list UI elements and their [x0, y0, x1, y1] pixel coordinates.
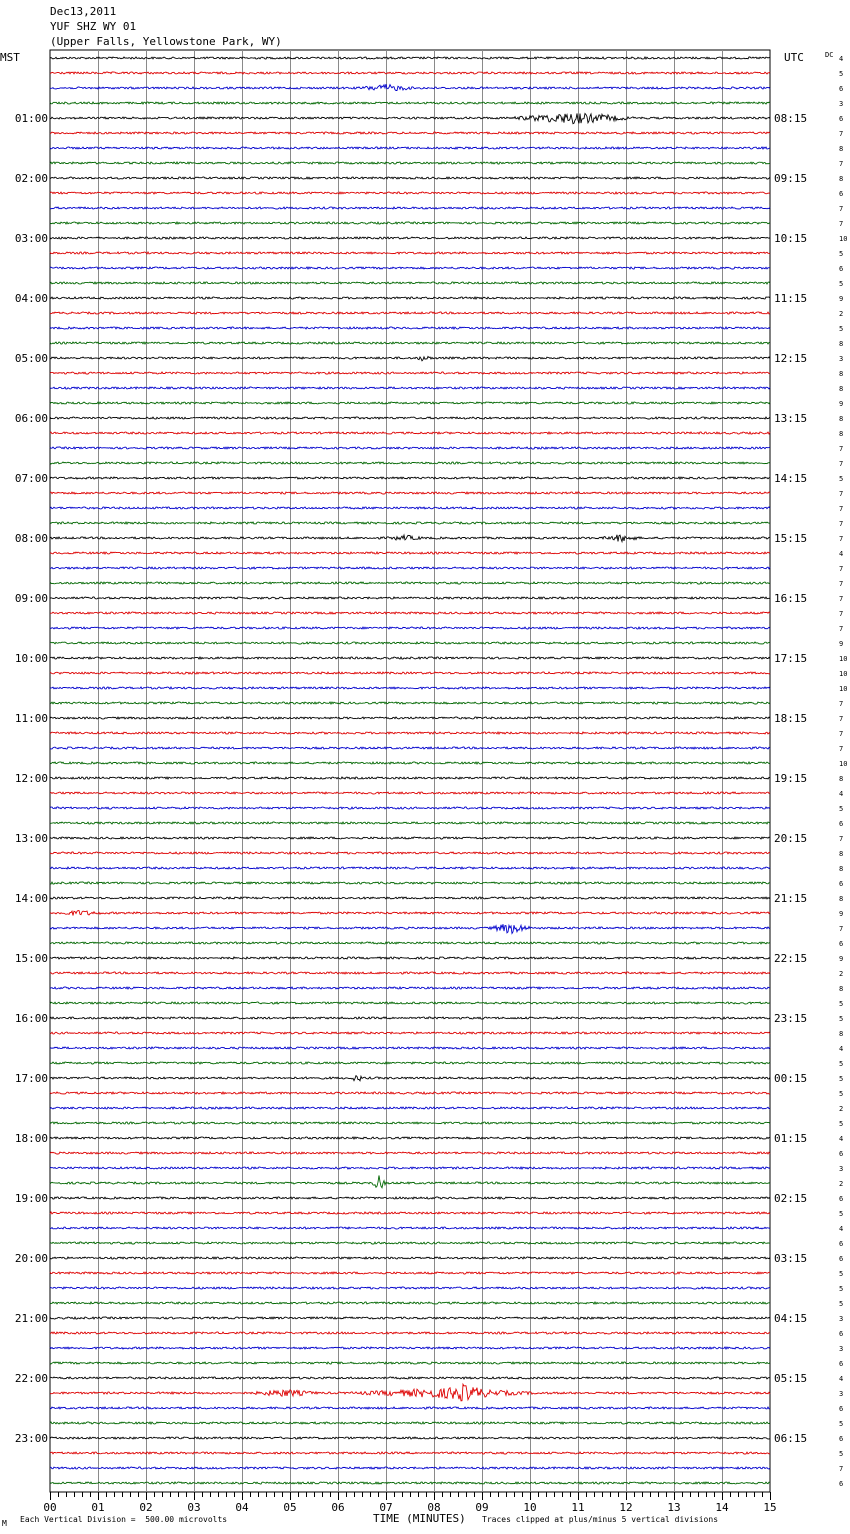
seismic-trace	[50, 1152, 770, 1154]
dc-offset-value: 6	[839, 115, 844, 123]
seismic-trace	[50, 162, 770, 164]
dc-offset-value: 7	[839, 565, 844, 573]
scale-note: Each Vertical Division = 500.00 microvolts	[20, 1515, 228, 1524]
dc-offset-value: 5	[839, 1285, 844, 1293]
seismic-trace	[50, 627, 770, 629]
dc-offset-value: 3	[839, 1165, 844, 1173]
seismic-trace	[50, 1167, 770, 1169]
seismic-trace	[50, 192, 770, 194]
seismic-trace	[50, 702, 770, 704]
dc-offset-value: 2	[839, 1105, 844, 1113]
utc-hour-label: 13:15	[774, 412, 808, 425]
seismic-trace	[50, 972, 770, 974]
mst-hour-label: 01:00	[14, 112, 48, 125]
utc-hour-label: 18:15	[774, 712, 808, 725]
dc-offset-value: 8	[839, 1030, 844, 1038]
seismic-trace	[50, 1175, 770, 1187]
dc-offset-value: 7	[839, 445, 844, 453]
utc-hour-label: 08:15	[774, 112, 808, 125]
seismic-trace	[50, 717, 770, 719]
dc-offset-value: 7	[839, 535, 844, 543]
dc-offset-value: 4	[839, 1375, 844, 1383]
dc-offset-value: 4	[839, 55, 844, 63]
dc-offset-value: 6	[839, 1360, 844, 1368]
dc-offset-value: 8	[839, 850, 844, 858]
dc-offset-value: 2	[839, 310, 844, 318]
utc-label: UTC	[784, 51, 804, 64]
x-tick-label: 02	[139, 1501, 153, 1514]
seismic-trace	[50, 924, 770, 933]
mst-hour-label: 17:00	[14, 1072, 48, 1085]
seismic-trace	[50, 837, 770, 839]
seismic-trace	[50, 567, 770, 569]
dc-offset-value: 5	[839, 1075, 844, 1083]
dc-offset-value: 8	[839, 145, 844, 153]
dc-offset-value: 9	[839, 295, 844, 303]
dc-offset-value: 7	[839, 835, 844, 843]
seismic-trace	[50, 1317, 770, 1319]
dc-offset-value: 5	[839, 805, 844, 813]
mst-hour-label: 13:00	[14, 832, 48, 845]
seismic-trace	[50, 1377, 770, 1379]
dc-offset-value: 6	[839, 1240, 844, 1248]
dc-offset-value: 9	[839, 400, 844, 408]
seismic-trace	[50, 792, 770, 794]
mst-hour-label: 20:00	[14, 1252, 48, 1265]
seismic-trace	[50, 687, 770, 689]
dc-offset-value: 7	[839, 610, 844, 618]
utc-hour-label: 11:15	[774, 292, 808, 305]
seismic-trace	[50, 492, 770, 494]
seismic-trace	[50, 1347, 770, 1349]
dc-offset-value: 4	[839, 790, 844, 798]
mst-hour-label: 12:00	[14, 772, 48, 785]
dc-offset-value: 9	[839, 910, 844, 918]
seismic-trace	[50, 1482, 770, 1484]
seismic-trace	[50, 747, 770, 749]
dc-offset-value: 5	[839, 1270, 844, 1278]
utc-hour-label: 00:15	[774, 1072, 808, 1085]
utc-hour-label: 20:15	[774, 832, 808, 845]
seismic-trace	[50, 417, 770, 419]
x-tick-label: 12	[619, 1501, 633, 1514]
dc-offset-value: 8	[839, 775, 844, 783]
dc-offset-value: 5	[839, 325, 844, 333]
seismic-trace	[50, 1122, 770, 1124]
utc-hour-label: 19:15	[774, 772, 808, 785]
dc-offset-value: 7	[839, 595, 844, 603]
dc-offset-value: 3	[839, 1345, 844, 1353]
utc-hour-label: 01:15	[774, 1132, 808, 1145]
station-location: (Upper Falls, Yellowstone Park, WY)	[50, 35, 282, 48]
utc-hour-label: 23:15	[774, 1012, 808, 1025]
dc-offset-value: 10	[839, 235, 848, 243]
x-tick-label: 01	[91, 1501, 105, 1514]
mst-hour-label: 04:00	[14, 292, 48, 305]
seismic-trace	[50, 1137, 770, 1139]
seismic-trace	[50, 1212, 770, 1214]
seismic-trace	[50, 1332, 770, 1334]
dc-offset-value: 6	[839, 940, 844, 948]
mst-hour-label: 08:00	[14, 532, 48, 545]
seismic-trace	[50, 1452, 770, 1454]
seismic-trace	[50, 84, 770, 90]
seismic-trace	[50, 672, 770, 674]
seismic-trace	[50, 237, 770, 239]
x-tick-label: 05	[283, 1501, 297, 1514]
seismic-trace	[50, 462, 770, 464]
utc-hour-label: 05:15	[774, 1372, 808, 1385]
dc-offset-value: 7	[839, 220, 844, 228]
seismic-trace	[50, 432, 770, 434]
utc-hour-label: 02:15	[774, 1192, 808, 1205]
dc-offset-value: 6	[839, 880, 844, 888]
seismic-trace	[50, 222, 770, 224]
x-tick-label: 03	[187, 1501, 201, 1514]
seismic-trace	[50, 1302, 770, 1304]
dc-offset-value: 5	[839, 1120, 844, 1128]
x-tick-label: 11	[571, 1501, 585, 1514]
seismic-trace	[50, 552, 770, 554]
x-tick-label: 06	[331, 1501, 345, 1514]
seismic-trace	[50, 132, 770, 134]
seismic-trace	[50, 1002, 770, 1004]
seismic-trace	[50, 597, 770, 599]
mst-hour-label: 22:00	[14, 1372, 48, 1385]
seismic-trace	[50, 372, 770, 374]
mst-hour-label: 10:00	[14, 652, 48, 665]
dc-offset-value: 8	[839, 985, 844, 993]
mst-hour-label: 16:00	[14, 1012, 48, 1025]
utc-hour-label: 17:15	[774, 652, 808, 665]
seismic-trace	[50, 177, 770, 179]
seismic-trace	[50, 1384, 770, 1401]
seismic-trace	[50, 732, 770, 734]
mst-hour-label: 07:00	[14, 472, 48, 485]
dc-offset-value: 10	[839, 655, 848, 663]
dc-offset-value: 7	[839, 625, 844, 633]
mst-hour-label: 02:00	[14, 172, 48, 185]
mst-hour-label: 18:00	[14, 1132, 48, 1145]
seismic-trace	[50, 612, 770, 614]
clip-note: Traces clipped at plus/minus 5 vertical divisions	[482, 1515, 719, 1524]
seismic-trace	[50, 987, 770, 989]
seismic-trace	[50, 252, 770, 254]
mst-hour-label: 15:00	[14, 952, 48, 965]
dc-offset-value: 8	[839, 415, 844, 423]
dc-offset-value: 4	[839, 1135, 844, 1143]
dc-offset-value: 5	[839, 1210, 844, 1218]
seismic-trace	[50, 447, 770, 449]
seismic-trace	[50, 507, 770, 509]
x-tick-label: 07	[379, 1501, 393, 1514]
seismic-trace	[50, 1242, 770, 1244]
dc-offset-value: 10	[839, 685, 848, 693]
dc-offset-value: 7	[839, 580, 844, 588]
dc-offset-value: 7	[839, 730, 844, 738]
dc-offset-value: 8	[839, 895, 844, 903]
seismic-trace	[50, 297, 770, 299]
seismic-trace	[50, 1257, 770, 1259]
seismic-trace	[50, 897, 770, 899]
x-tick-label: 04	[235, 1501, 249, 1514]
dc-offset-value: 3	[839, 1390, 844, 1398]
dc-offset-value: 5	[839, 1450, 844, 1458]
dc-offset-value: 6	[839, 820, 844, 828]
seismic-trace	[50, 582, 770, 584]
dc-offset-value: 5	[839, 280, 844, 288]
mst-hour-label: 05:00	[14, 352, 48, 365]
dc-offset-value: 7	[839, 745, 844, 753]
x-tick-label: 09	[475, 1501, 489, 1514]
utc-hour-label: 06:15	[774, 1432, 808, 1445]
dc-offset-value: 7	[839, 1465, 844, 1473]
plot-frame	[50, 50, 770, 1492]
dc-offset-value: 2	[839, 970, 844, 978]
utc-hour-label: 14:15	[774, 472, 808, 485]
seismic-trace	[50, 102, 770, 104]
utc-hour-label: 09:15	[774, 172, 808, 185]
seismic-trace	[50, 1287, 770, 1289]
mst-hour-label: 23:00	[14, 1432, 48, 1445]
utc-hour-label: 16:15	[774, 592, 808, 605]
dc-offset-value: 4	[839, 1225, 844, 1233]
dc-offset-value: 6	[839, 190, 844, 198]
dc-offset-value: 7	[839, 925, 844, 933]
x-tick-label: 10	[523, 1501, 537, 1514]
utc-hour-label: 03:15	[774, 1252, 808, 1265]
dc-offset-value: 7	[839, 130, 844, 138]
dc-offset-value: 2	[839, 1180, 844, 1188]
seismic-trace	[50, 1362, 770, 1364]
seismic-trace	[50, 1467, 770, 1469]
dc-offset-value: 8	[839, 430, 844, 438]
seismic-trace	[50, 852, 770, 854]
seismic-trace	[50, 147, 770, 149]
seismic-trace	[50, 1047, 770, 1049]
seismic-trace	[50, 1272, 770, 1274]
dc-offset-value: 4	[839, 550, 844, 558]
corner-mark: M	[2, 1519, 7, 1528]
mst-hour-label: 11:00	[14, 712, 48, 725]
utc-hour-label: 04:15	[774, 1312, 808, 1325]
seismic-trace	[50, 522, 770, 524]
seismic-trace	[50, 327, 770, 329]
seismic-trace	[50, 1107, 770, 1109]
seismic-trace	[50, 282, 770, 284]
dc-offset-value: 8	[839, 370, 844, 378]
dc-offset-value: 3	[839, 1315, 844, 1323]
dc-offset-value: 5	[839, 475, 844, 483]
dc-header: DC	[825, 51, 834, 59]
seismic-trace	[50, 342, 770, 344]
x-tick-label: 08	[427, 1501, 441, 1514]
seismic-trace	[50, 1437, 770, 1439]
dc-offset-value: 6	[839, 1435, 844, 1443]
dc-offset-value: 5	[839, 1060, 844, 1068]
x-tick-label: 14	[715, 1501, 729, 1514]
dc-offset-value: 5	[839, 1300, 844, 1308]
utc-hour-label: 15:15	[774, 532, 808, 545]
dc-offset-value: 8	[839, 340, 844, 348]
seismic-trace	[50, 807, 770, 809]
seismic-trace	[50, 535, 770, 542]
seismic-trace	[50, 1227, 770, 1229]
seismic-trace	[50, 1017, 770, 1019]
seismic-trace	[50, 1092, 770, 1094]
seismic-trace	[50, 1197, 770, 1199]
dc-offset-value: 7	[839, 205, 844, 213]
seismic-trace	[50, 957, 770, 959]
x-tick-label: 13	[667, 1501, 681, 1514]
dc-offset-value: 7	[839, 460, 844, 468]
dc-offset-value: 4	[839, 1045, 844, 1053]
dc-offset-value: 8	[839, 385, 844, 393]
dc-offset-value: 7	[839, 490, 844, 498]
seismic-trace	[50, 762, 770, 764]
dc-offset-value: 7	[839, 160, 844, 168]
seismic-trace	[50, 387, 770, 389]
mst-hour-label: 19:00	[14, 1192, 48, 1205]
utc-hour-label: 12:15	[774, 352, 808, 365]
dc-offset-value: 6	[839, 1255, 844, 1263]
dc-offset-value: 5	[839, 1015, 844, 1023]
dc-offset-value: 6	[839, 1480, 844, 1488]
seismic-trace	[50, 642, 770, 644]
seismic-trace	[50, 1422, 770, 1424]
seismic-trace	[50, 57, 770, 59]
seismic-trace	[50, 1062, 770, 1064]
dc-offset-value: 7	[839, 520, 844, 528]
seismic-trace	[50, 882, 770, 884]
seismic-trace	[50, 822, 770, 824]
x-tick-label: 00	[43, 1501, 57, 1514]
seismic-trace	[50, 1076, 770, 1081]
chart-date: Dec13,2011	[50, 5, 117, 18]
dc-offset-value: 6	[839, 1330, 844, 1338]
x-axis-title: TIME (MINUTES)	[373, 1512, 466, 1525]
utc-hour-label: 10:15	[774, 232, 808, 245]
mst-hour-label: 21:00	[14, 1312, 48, 1325]
dc-offset-value: 5	[839, 1000, 844, 1008]
seismic-trace	[50, 207, 770, 209]
seismic-trace	[50, 867, 770, 869]
dc-offset-value: 5	[839, 1420, 844, 1428]
dc-offset-value: 7	[839, 700, 844, 708]
dc-offset-value: 6	[839, 1150, 844, 1158]
dc-offset-value: 7	[839, 505, 844, 513]
seismic-trace	[50, 657, 770, 659]
seismic-trace	[50, 312, 770, 314]
seismic-trace	[50, 402, 770, 404]
seismic-trace	[50, 357, 770, 361]
mst-hour-label: 14:00	[14, 892, 48, 905]
utc-hour-label: 21:15	[774, 892, 808, 905]
dc-offset-value: 8	[839, 865, 844, 873]
dc-offset-value: 6	[839, 265, 844, 273]
dc-offset-value: 6	[839, 1195, 844, 1203]
dc-offset-value: 8	[839, 175, 844, 183]
seismic-trace	[50, 114, 770, 124]
seismic-trace	[50, 267, 770, 269]
dc-offset-value: 3	[839, 100, 844, 108]
dc-offset-value: 6	[839, 85, 844, 93]
seismic-trace	[50, 942, 770, 944]
seismic-trace	[50, 1407, 770, 1409]
dc-offset-value: 3	[839, 355, 844, 363]
station-code: YUF SHZ WY 01	[50, 20, 137, 33]
seismic-trace	[50, 477, 770, 479]
dc-offset-value: 10	[839, 760, 848, 768]
dc-offset-value: 5	[839, 1090, 844, 1098]
seismic-trace	[50, 72, 770, 74]
seismic-trace	[50, 1032, 770, 1034]
utc-hour-label: 22:15	[774, 952, 808, 965]
mst-hour-label: 06:00	[14, 412, 48, 425]
mst-label: MST	[0, 51, 20, 64]
mst-hour-label: 09:00	[14, 592, 48, 605]
dc-offset-value: 7	[839, 715, 844, 723]
dc-offset-value: 6	[839, 1405, 844, 1413]
mst-hour-label: 03:00	[14, 232, 48, 245]
seismic-trace	[50, 777, 770, 779]
dc-offset-value: 9	[839, 955, 844, 963]
seismic-trace	[50, 911, 770, 916]
dc-offset-value: 5	[839, 250, 844, 258]
dc-offset-value: 9	[839, 640, 844, 648]
x-tick-label: 15	[763, 1501, 777, 1514]
dc-offset-value: 10	[839, 670, 848, 678]
dc-offset-value: 5	[839, 70, 844, 78]
